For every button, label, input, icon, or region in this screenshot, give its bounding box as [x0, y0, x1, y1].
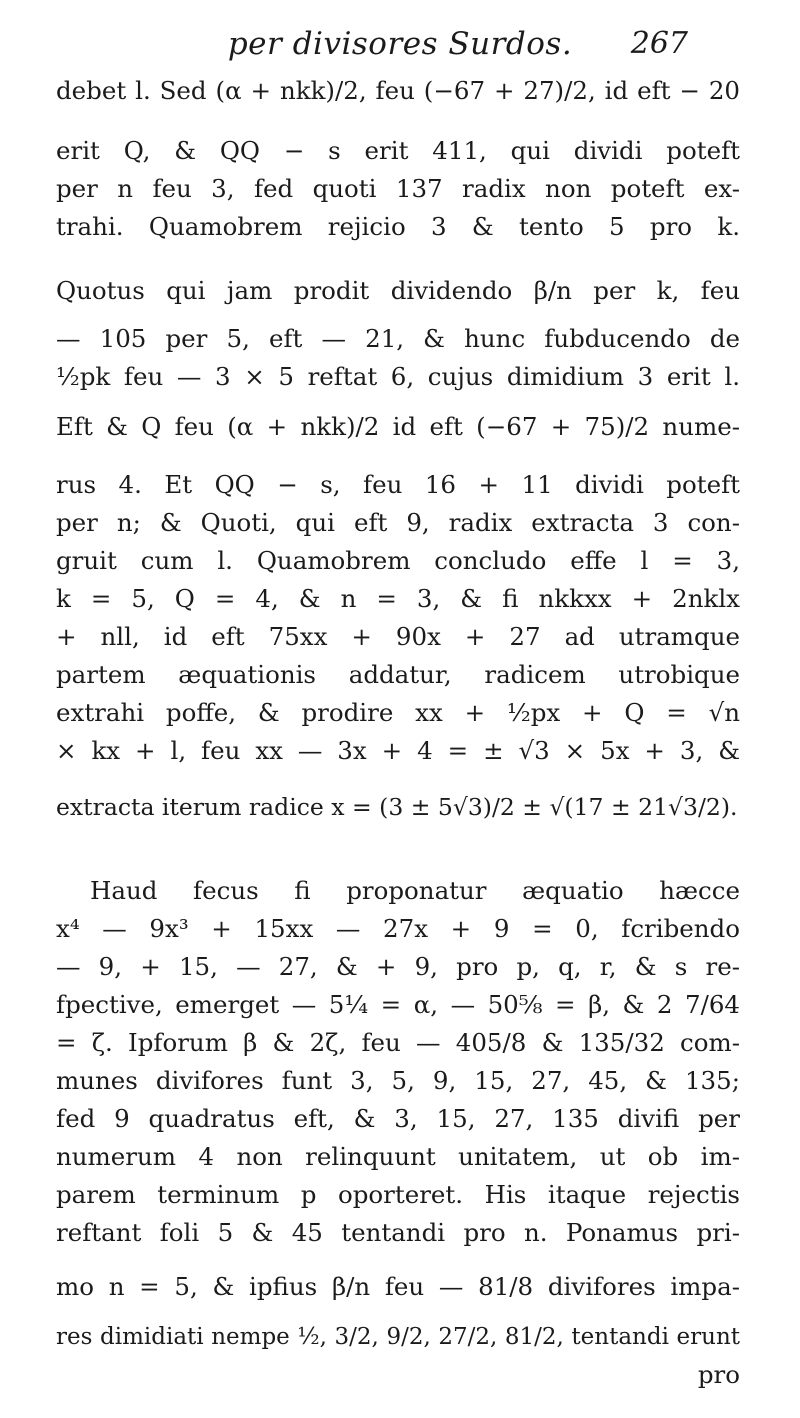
text-line: fpective, emerget — 5¼ = α, — 50⅝ = β, & 2 7/64: [56, 990, 740, 1019]
text-line: — 105 per 5, eft — 21, & hunc fubducendo de: [56, 324, 740, 353]
text-line: x⁴ — 9x³ + 15xx — 27x + 9 = 0, fcribendo: [56, 914, 740, 943]
text-line: erit Q, & QQ − s erit 411, qui dividi poteft: [56, 136, 740, 165]
text-line: partem æquationis addatur, radicem utrobique: [56, 660, 740, 689]
page-header: [0, 24, 800, 64]
text-line: numerum 4 non relinquunt unitatem, ut ob im-: [56, 1142, 740, 1171]
text-line: ½pk feu — 3 × 5 reftat 6, cujus dimidium 3 erit l.: [56, 362, 740, 391]
text-line: = ζ. Ipforum β & 2ζ, feu — 405/8 & 135/32 com-: [56, 1028, 740, 1057]
text-line: mo n = 5, & ipfius β/n feu — 81/8 divifores impa-: [56, 1272, 740, 1301]
text-line: k = 5, Q = 4, & n = 3, & fi nkkxx + 2nklx: [56, 584, 740, 613]
text-line: extrahi poffe, & prodire xx + ½px + Q = √n: [56, 698, 740, 727]
catchword: pro: [697, 1360, 740, 1389]
text-line: fed 9 quadratus eft, & 3, 15, 27, 135 divifi per: [56, 1104, 740, 1133]
text-line: gruit cum l. Quamobrem concludo effe l = 3,: [56, 546, 740, 575]
text-line: per n; & Quoti, qui eft 9, radix extracta 3 con-: [56, 508, 740, 537]
text-line: munes divifores funt 3, 5, 9, 15, 27, 45, & 135;: [56, 1066, 740, 1095]
text-line: Quotus qui jam prodit dividendo β/n per k, feu: [56, 276, 740, 305]
text-line: — 9, + 15, — 27, & + 9, pro p, q, r, & s re-: [56, 952, 740, 981]
text-line: reftant foli 5 & 45 tentandi pro n. Ponamus pri-: [56, 1218, 740, 1247]
text-line: trahi. Quamobrem rejicio 3 & tento 5 pro k.: [56, 212, 740, 241]
page-number: 267: [630, 26, 688, 61]
text-line: Haud fecus fi proponatur æquatio hæcce: [90, 876, 740, 905]
text-line: + nll, id eft 75xx + 90x + 27 ad utramque: [56, 622, 740, 651]
text-line: debet l. Sed (α + nkk)/2, feu (−67 + 27)/2, id eft − 20: [56, 76, 740, 105]
text-line: × kx + l, feu xx — 3x + 4 = ± √3 × 5x + 3, &: [56, 736, 740, 765]
running-title: per divisores Surdos.: [227, 26, 573, 62]
text-line: res dimidiati nempe ½, 3/2, 9/2, 27/2, 81/2, tentandi erunt: [56, 1324, 740, 1350]
text-line: parem terminum p oporteret. His itaque rejectis: [56, 1180, 740, 1209]
text-line: extracta iterum radice x = (3 ± 5√3)/2 ± √(17 ± 21√3/2).: [56, 793, 738, 821]
text-line: per n feu 3, fed quoti 137 radix non poteft ex-: [56, 174, 740, 203]
text-line: Eft & Q feu (α + nkk)/2 id eft (−67 + 75)/2 nume-: [56, 412, 740, 441]
text-line: rus 4. Et QQ − s, feu 16 + 11 dividi poteft: [56, 470, 740, 499]
